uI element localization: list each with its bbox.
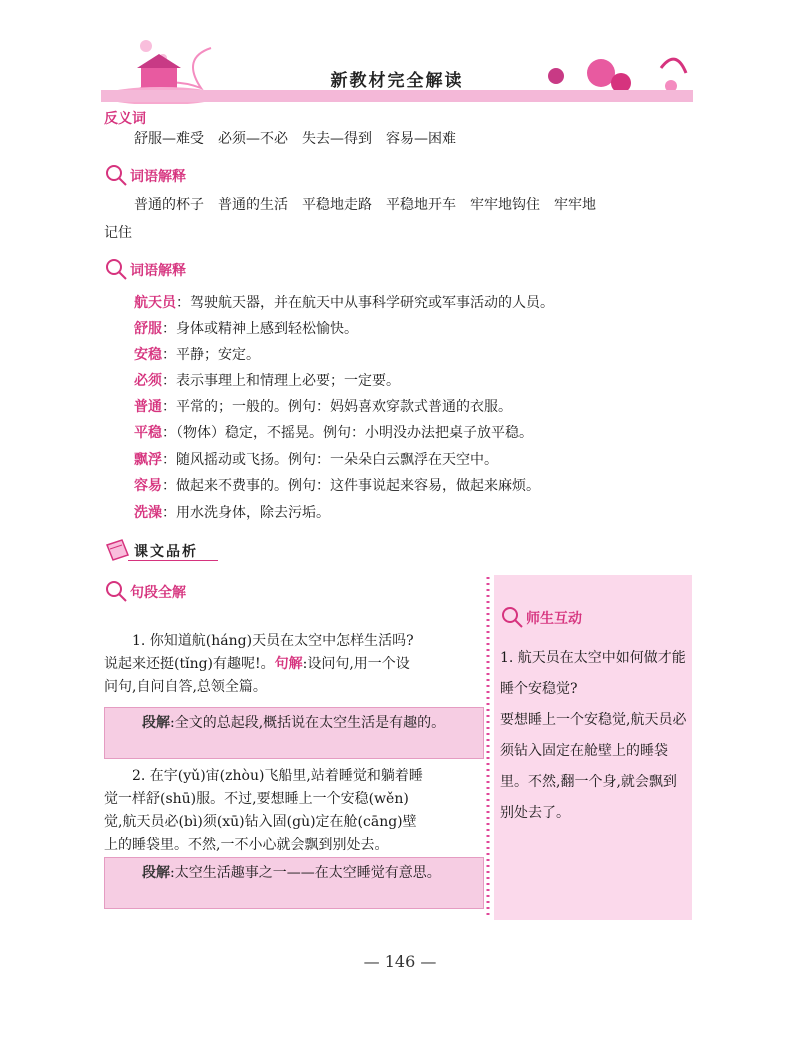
magnifier-icon [104,579,128,603]
analysis-banner-label: 课文品析 [134,544,198,560]
paragraph-1-line: 说起来还挺(tǐng)有趣呢!。句解:设问句,用一个设 [104,656,410,672]
page-header [101,28,693,104]
magnifier-icon [104,257,128,281]
paragraph-1 [104,630,479,699]
paragraph-2 [104,765,479,857]
paragraph-summary-box [104,857,484,909]
definition-row: 普通：平常的；一般的。例句：妈妈喜欢穿款式普通的衣服。 [134,399,512,415]
phrases-line-1: 普通的杯子 普通的生活 平稳地走路 平稳地开车 牢牢地钩住 牢牢地 [134,197,596,213]
sentence-note-tag: 句解 [274,656,303,672]
paragraph-2-line: 觉,航天员必(bì)须(xū)钻入固(gù)定在舱(cāng)壁 [104,814,417,830]
paragraph-summary-box [104,707,484,759]
magnifier-icon [500,605,524,629]
paragraph-summary: 段解:全文的总起段,概括说在太空生活是有趣的。 [142,715,446,731]
analysis-banner-underline [128,560,218,561]
paragraph-2-line: 觉一样舒(shū)服。不过,要想睡上一个安稳(wěn) [104,791,409,807]
antonyms-list: 舒服—难受 必须—不必 失去—得到 容易—困难 [134,131,456,147]
side-answer: 要想睡上一个安稳觉,航天员必须钻入固定在舱壁上的睡袋里。不然,翻一个身,就会飘到别处去了。 [500,712,687,821]
column-divider [484,577,492,917]
paragraph-1-line: 1. 你知道航(háng)天员在太空中怎样生活吗? [132,633,414,649]
definitions-heading-label: 词语解释 [130,263,186,279]
paragraph-2-line: 上的睡袋里。不然,一不小心就会飘到别处去。 [104,837,389,853]
paragraph-summary: 段解:太空生活趣事之一——在太空睡觉有意思。 [142,865,441,881]
definition-row: 必须：表示事理上和情理上必要；一定要。 [134,373,400,389]
sentence-analysis-heading-label: 句段全解 [130,585,186,601]
side-heading-label: 师生互动 [526,611,582,627]
definition-row: 舒服：身体或精神上感到轻松愉快。 [134,321,358,337]
definition-row: 平稳：（物体）稳定，不摇晃。例句：小明没办法把桌子放平稳。 [134,425,533,441]
definition-row: 飘浮：随风摇动或飞扬。例句：一朵朵白云飘浮在天空中。 [134,452,498,468]
definition-row: 容易：做起来不费事的。例句：这件事说起来容易，做起来麻烦。 [134,478,540,494]
header-band [101,90,693,102]
definition-row: 洗澡：用水洗身体，除去污垢。 [134,505,330,521]
side-question: 1. 航天员在太空中如何做才能睡个安稳觉? [500,650,686,697]
teacher-student-panel [494,575,692,920]
definition-row: 航天员：驾驶航天器，并在航天中从事科学研究或军事活动的人员。 [134,295,554,311]
antonyms-label: 反义词 [104,111,146,127]
paragraph-1-line: 问句,自问自答,总领全篇。 [104,679,267,695]
magnifier-icon [104,163,128,187]
phrases-heading-label: 词语解释 [130,169,186,185]
phrases-line-2: 记住 [104,225,132,241]
paragraph-2-line: 2. 在宇(yǔ)宙(zhòu)飞船里,站着睡觉和躺着睡 [132,768,423,784]
page-number: — 146 — [363,952,437,971]
header-title: 新教材完全解读 [330,71,464,91]
definition-row: 安稳：平静；安定。 [134,347,260,363]
